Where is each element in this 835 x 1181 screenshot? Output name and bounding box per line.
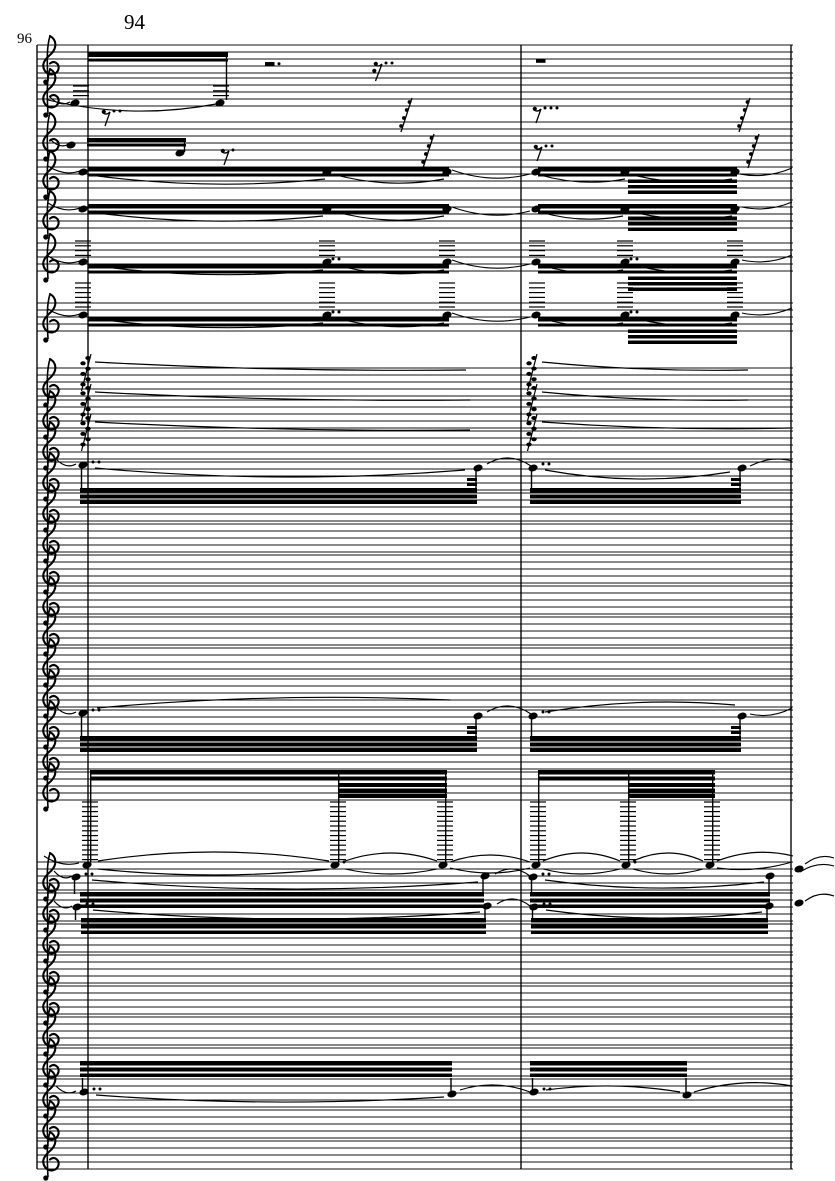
tremolo-beam [530,495,741,499]
sixtyfourth-rest-ball [755,136,759,140]
notehead [528,872,539,881]
tremolo-beam [80,736,477,741]
notehead [794,864,805,873]
rests-layer [102,59,759,168]
tremolo-beam [531,918,768,923]
clef-ball [43,337,48,342]
notehead [529,1087,540,1096]
tremolo-beam [80,892,484,897]
augmentation-dot [92,903,95,906]
rest-dot [556,107,559,110]
cluster-notehead [80,443,85,447]
half-rest [536,59,546,63]
sixtyfourth-rest-ball [421,160,425,164]
notehead [794,898,805,907]
tie-slur [92,880,478,889]
sixteenth-rest-ball [372,69,376,73]
eighth-rest [103,112,110,126]
cluster-notehead [85,377,90,381]
tremolo-beams-layer [80,52,770,1077]
tremolo-beam [338,794,447,798]
cluster-notehead [531,427,536,431]
cluster-notehead [531,377,536,381]
tie-slur [98,852,329,861]
augmentation-dot [543,903,546,906]
notehead [682,1090,693,1099]
cluster-notehead [531,416,536,420]
cluster-notehead [80,372,85,376]
cluster-notehead [85,416,90,420]
augmentation-dot [92,709,95,712]
sixtyfourth-rest-ball [746,100,750,104]
tie-slur [54,871,72,878]
tremolo-beam [88,264,449,269]
notehead [447,1089,458,1098]
tremolo-beam [538,770,715,775]
treble-clef-icon [43,294,58,343]
tremolo-beam [88,52,228,57]
rest-dot [385,62,388,65]
tie-slur [742,202,792,209]
notehead [737,711,748,720]
tie-slur [543,853,620,861]
sixtyfourth-rest-ball [752,144,756,148]
rest-dot [391,62,394,65]
cluster-notehead [526,391,531,395]
tie-slur [543,869,620,874]
augmentation-dot [630,311,633,314]
tremolo-beam [628,783,715,787]
cluster-notehead [80,361,85,365]
staff-lines-layer [37,45,793,1169]
cluster-notehead [80,413,85,417]
cluster-notehead [526,421,531,425]
tie-slur [98,869,329,875]
augmentation-dot [338,258,341,261]
sixtyfourth-rest-ball [427,144,431,148]
augmentation-dot [86,903,89,906]
augmentation-dot [332,168,335,171]
augmentation-dot [332,205,335,208]
tie-slur [546,1086,680,1092]
cluster-notehead [531,407,536,411]
augmentation-dot [542,711,545,714]
tremolo-beam [87,138,186,142]
augmentation-dot [548,463,551,466]
tie-slur [742,255,792,262]
augmentation-dot [98,461,101,464]
notehead [78,167,89,176]
tie-slur [633,853,703,861]
clef-curl [43,113,58,151]
augmentation-dot [630,258,633,261]
tremolo-beam [80,501,477,505]
notehead [764,901,775,910]
augmentation-dot [338,168,341,171]
cluster-notehead [526,372,531,376]
cluster-notehead [526,443,531,447]
cluster-figure [526,354,537,391]
tremolo-beam [530,736,741,741]
augmentation-dot [98,709,101,712]
tie-slur [717,852,793,861]
tie-slur [750,708,792,716]
tremolo-beam [80,1061,452,1066]
sixtyfourth-rest-ball [737,124,741,128]
tremolo-beam [80,495,477,499]
tremolo-beam [530,501,741,505]
tie-slur [717,862,792,870]
tie-slur [56,1086,76,1093]
noteheads-layer [66,98,805,1099]
treble-clef-icon [43,69,58,118]
eighth-rest [222,151,229,165]
cluster-notehead [526,413,531,417]
tremolo-beam [530,1068,687,1072]
sixtyfourth-rest-ball [430,136,434,140]
cluster-notehead [531,356,536,360]
half-rest [265,62,275,66]
tremolo-beam [628,185,737,189]
tie-slur [805,856,834,864]
tremolo-beam [530,892,770,897]
tie-slur [345,869,437,874]
augmentation-dot [332,311,335,314]
tie-slur [800,864,834,872]
tie-slur [95,362,466,370]
tremolo-beam [531,925,768,929]
tremolo-beam [530,905,770,909]
tremolo-beam [628,330,737,334]
notehead [473,463,484,472]
cluster-notehead [531,397,536,401]
augmentation-dot [542,873,545,876]
tremolo-beam [530,1074,687,1078]
rest-dot [550,107,553,110]
tremolo-beam [628,277,737,281]
augmentation-dot [542,463,545,466]
notehead [72,902,83,911]
tie-slur [750,459,792,466]
tie-slur [450,855,530,862]
sixtyfourth-rest-ball [743,108,747,112]
tremolo-beam [80,749,477,753]
augmentation-dot [338,311,341,314]
clef-ball [43,1175,48,1180]
augmentation-dot [630,168,633,171]
cluster-notehead [80,391,85,395]
tremolo-beam [80,1068,452,1072]
tremolo-beam [338,789,447,793]
tremolo-beam [628,335,737,339]
rest-dot [113,110,116,113]
cluster-notehead [85,367,90,371]
tie-slur [96,1095,444,1102]
stems-layer [75,54,770,1093]
tremolo-beam [530,749,741,753]
tremolo-beam [628,282,737,286]
cluster-notehead [80,402,85,406]
tie-slur [633,869,703,874]
cluster-notehead [526,361,531,365]
tremolo-beam [81,925,486,929]
tremolo-beam [88,59,228,62]
clef-ball [43,277,48,282]
clusters-layer [80,354,537,451]
notehead [473,711,484,720]
tie-slur [742,308,792,315]
tremolo-beam [531,931,768,935]
cluster-notehead [85,356,90,360]
tremolo-beam [88,211,449,214]
tremolo-beam [628,794,715,798]
eighth-rest [534,109,541,123]
notehead [737,463,748,472]
tremolo-beam [80,905,484,909]
tremolo-beam [628,789,715,793]
rest-dot [551,145,554,148]
tremolo-beam [628,341,737,345]
cluster-notehead [85,386,90,390]
treble-clef-icon [43,113,58,162]
measure-number: 96 [17,31,32,47]
tie-slur [97,697,450,708]
tremolo-beam [88,167,449,172]
rest-dot [544,107,547,110]
tremolo-beam [80,488,477,493]
augmentation-dot [92,461,95,464]
cluster-notehead [526,402,531,406]
augmentation-dot [549,903,552,906]
cluster-notehead [80,421,85,425]
clef-ball [43,806,48,811]
tremolo-beam [80,743,477,747]
page-number: 94 [124,10,145,34]
tremolo-beam [87,144,186,147]
clef-curl [43,234,58,272]
tremolo-beam [81,931,486,935]
cluster-notehead [531,437,536,441]
tremolo-beam [80,899,484,903]
augmentation-dot [630,205,633,208]
cluster-figure [80,354,91,391]
tremolo-beam [90,777,447,781]
rest-dot [119,110,122,113]
sixtyfourth-rest-ball [399,124,403,128]
cluster-notehead [526,432,531,436]
cluster-notehead [85,407,90,411]
cluster-notehead [85,437,90,441]
tie-slur [542,362,748,370]
augmentation-dot [99,1088,102,1091]
sixtyfourth-rest-ball [740,116,744,120]
sixtyfourth-rest-ball [402,116,406,120]
tie-slur [95,422,470,430]
sixtyfourth-rest-ball [749,152,753,156]
tie-slur [545,470,730,479]
rest-dot [278,62,281,65]
tie-slur [805,894,834,901]
augmentation-dot [93,1088,96,1091]
notehead [529,902,540,911]
sixtyfourth-rest-ball [405,108,409,112]
cluster-notehead [531,367,536,371]
augmentation-dot [91,873,94,876]
augmentation-dot [636,258,639,261]
eighth-rest [535,147,542,161]
cluster-notehead [531,386,536,390]
augmentation-dot [332,258,335,261]
augmentation-dot [636,205,639,208]
tremolo-beam [88,174,449,177]
cluster-notehead [80,383,85,387]
sixtyfourth-rest-ball [424,152,428,156]
sixtyfourth-rest-ball [408,100,412,104]
cluster-notehead [85,427,90,431]
tremolo-beam [628,222,737,226]
notehead [71,872,82,881]
notehead [482,901,493,910]
notehead [78,310,89,319]
cluster-notehead [85,397,90,401]
augmentation-dot [85,873,88,876]
tremolo-beam [538,777,715,781]
tie-slur [545,880,764,888]
tie-slur [345,853,437,861]
sixtyfourth-rest-ball [746,160,750,164]
tremolo-beam [628,288,737,292]
augmentation-dot [636,311,639,314]
tremolo-beam [530,1061,687,1066]
tie-slur [694,1083,792,1092]
rest-dot [545,145,548,148]
notehead [78,257,89,266]
tremolo-beam [88,204,449,209]
rest-dot [232,149,235,152]
tremolo-beam [530,743,741,747]
augmentation-dot [543,1088,546,1091]
tremolo-beam [338,783,447,787]
cluster-notehead [526,383,531,387]
tremolo-beam [80,1074,452,1078]
tremolo-beam [90,770,447,775]
clef-ball [43,234,48,239]
notehead [78,204,89,213]
clef-ball [43,112,48,117]
tremolo-beam [628,191,737,195]
tremolo-beam [530,488,741,493]
augmentation-dot [548,873,551,876]
tremolo-beam [628,228,737,232]
cluster-notehead [80,432,85,436]
augmentation-dot [338,205,341,208]
augmentation-dot [636,168,639,171]
tremolo-beam [88,317,449,322]
tremolo-beam [530,899,770,903]
notehead [765,871,776,880]
